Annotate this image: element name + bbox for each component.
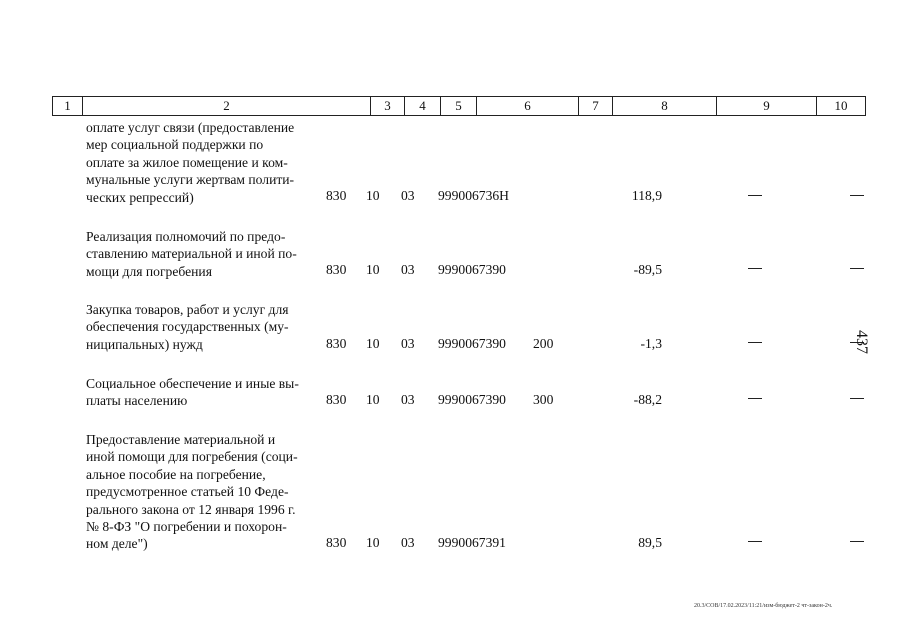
header-col-8: 8: [612, 97, 716, 115]
header-col-1: 1: [64, 98, 71, 113]
cell-section: 10: [366, 392, 380, 407]
cell-ved: 830: [326, 262, 347, 277]
cell-col10-dash: [850, 195, 864, 196]
cell-subsection: 03: [401, 535, 415, 550]
cell-subsection: 03: [401, 392, 415, 407]
cell-target-code: 999006736Н: [438, 188, 509, 203]
cell-col9-dash: [748, 195, 762, 196]
cell-col10-dash: [850, 268, 864, 269]
cell-col9-dash: [748, 398, 762, 399]
header-col-6: 6: [476, 97, 578, 115]
footer-note: 20.3/СОВ/17.02.2023/11:21/изм-бюджет-2 чт-закон-2ч.: [694, 603, 833, 609]
cell-target-code: 9990067391: [438, 535, 506, 550]
cell-section: 10: [366, 188, 380, 203]
row-description: Закупка товаров, работ и услуг для обеспечения государственных (му- ниципальных) нужд: [86, 302, 289, 352]
cell-amount: -89,5: [633, 262, 662, 277]
cell-target-code: 9990067390: [438, 392, 506, 407]
header-col-3: 3: [370, 97, 404, 115]
cell-amount: 89,5: [638, 535, 662, 550]
page-number: 437: [853, 330, 870, 354]
header-col-7: 7: [578, 97, 612, 115]
row-description: оплате услуг связи (предоставление мер социальной поддержки по оплате за жилое помещение и ком- мунальные услуги жертвам полити- ческих репрессий): [86, 120, 295, 205]
header-col-10: 10: [816, 97, 865, 115]
cell-section: 10: [366, 262, 380, 277]
header-col-2: 2: [82, 97, 370, 115]
cell-col10-dash: [850, 541, 864, 542]
row-description: Социальное обеспечение и иные вы- платы населению: [86, 376, 299, 409]
cell-section: 10: [366, 535, 380, 550]
cell-expense-type: 200: [533, 336, 554, 351]
cell-subsection: 03: [401, 262, 415, 277]
cell-col9-dash: [748, 342, 762, 343]
cell-col9-dash: [748, 268, 762, 269]
cell-expense-type: 300: [533, 392, 554, 407]
row-description: Реализация полномочий по предо- ставлению материальной и иной по- мощи для погребения: [86, 229, 297, 279]
cell-amount: 118,9: [631, 188, 662, 203]
cell-amount: -88,2: [633, 392, 662, 407]
header-col-5: 5: [440, 97, 476, 115]
cell-ved: 830: [326, 336, 347, 351]
table-header: [52, 96, 866, 116]
cell-target-code: 9990067390: [438, 262, 506, 277]
cell-col10-dash: [850, 398, 864, 399]
header-col-4: 4: [404, 97, 440, 115]
cell-target-code: 9990067390: [438, 336, 506, 351]
cell-ved: 830: [326, 392, 347, 407]
cell-subsection: 03: [401, 336, 415, 351]
cell-subsection: 03: [401, 188, 415, 203]
row-description: Предоставление материальной и иной помощи для погребения (соци- альное пособие на погребение, предусмотренное статьей 10 Феде- рального закона от 12 января 1996 г. № 8-ФЗ "О погребении и похорон- ном деле"): [86, 432, 298, 552]
cell-amount: -1,3: [640, 336, 662, 351]
cell-col9-dash: [748, 541, 762, 542]
cell-ved: 830: [326, 188, 347, 203]
cell-ved: 830: [326, 535, 347, 550]
cell-section: 10: [366, 336, 380, 351]
header-col-9: 9: [716, 97, 816, 115]
